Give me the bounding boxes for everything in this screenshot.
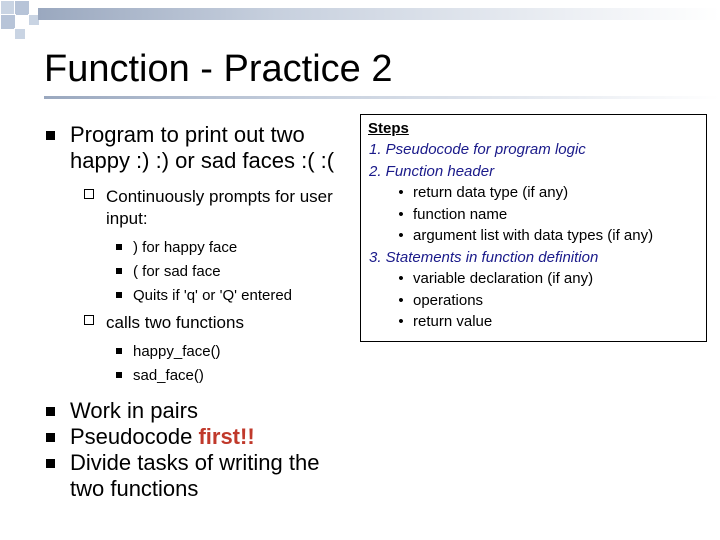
step3-item bbox=[395, 311, 492, 333]
list-item bbox=[46, 236, 356, 260]
left-bullet-list bbox=[46, 122, 356, 502]
step-3: 3. Statements in function definition bbox=[369, 249, 599, 266]
step-item-text: operations bbox=[413, 292, 484, 309]
bullet-dot-icon: • bbox=[398, 206, 404, 223]
bullet-dot-icon: • bbox=[398, 184, 404, 201]
bullet-dot-icon: • bbox=[398, 270, 404, 287]
step-item-text: variable declaration (if any) bbox=[413, 270, 594, 287]
square-bullet-icon bbox=[116, 244, 122, 250]
bullet-text: Divide tasks of writing the two functions bbox=[70, 450, 320, 501]
step3-item bbox=[395, 268, 593, 290]
square-bullet-icon bbox=[116, 372, 122, 378]
step2-item bbox=[395, 225, 653, 247]
title-underline bbox=[44, 96, 720, 99]
bullet-text: Program to print out two happy :) :) or sad faces :( :( bbox=[70, 122, 335, 173]
bullet-text: Work in pairs bbox=[70, 398, 198, 423]
corner-decoration bbox=[0, 0, 60, 40]
subbullet-calls bbox=[46, 312, 356, 334]
step-1: 1. Pseudocode for program logic bbox=[369, 141, 586, 158]
subbullet-prompts bbox=[46, 186, 356, 230]
square-bullet-icon bbox=[46, 433, 55, 442]
step-item-text: argument list with data types (if any) bbox=[413, 227, 654, 244]
list-item-text: Quits if 'q' or 'Q' entered bbox=[133, 287, 293, 304]
slide-title: Function - Practice 2 bbox=[44, 48, 393, 90]
step-item-text: function name bbox=[413, 206, 508, 223]
step-2: 2. Function header bbox=[369, 163, 495, 180]
square-bullet-icon bbox=[116, 292, 122, 298]
bullet-divide-tasks bbox=[46, 450, 356, 502]
list-item-text: ) for happy face bbox=[133, 239, 238, 256]
list-item bbox=[46, 260, 356, 284]
hollow-square-bullet-icon bbox=[84, 189, 94, 199]
bullet-dot-icon: • bbox=[398, 292, 404, 309]
bullet-dot-icon: • bbox=[398, 227, 404, 244]
bullet-work-in-pairs bbox=[46, 398, 356, 424]
subbullet-text: calls two functions bbox=[106, 313, 244, 332]
steps-header: Steps bbox=[368, 120, 409, 137]
list-item-text: happy_face() bbox=[133, 343, 221, 360]
hollow-square-bullet-icon bbox=[84, 315, 94, 325]
bullet-dot-icon: • bbox=[398, 313, 404, 330]
square-bullet-icon bbox=[116, 348, 122, 354]
list-item bbox=[46, 364, 356, 388]
step3-item bbox=[395, 290, 483, 312]
square-bullet-icon bbox=[46, 459, 55, 468]
square-bullet-icon bbox=[116, 268, 122, 274]
step2-item bbox=[395, 204, 507, 226]
list-item-text: sad_face() bbox=[133, 367, 204, 384]
bullet-text: Pseudocode bbox=[70, 424, 199, 449]
list-item bbox=[46, 340, 356, 364]
list-item bbox=[46, 284, 356, 308]
step2-item bbox=[395, 182, 568, 204]
square-bullet-icon bbox=[46, 131, 55, 140]
subbullet-text: Continuously prompts for user input: bbox=[106, 187, 333, 228]
bullet-pseudocode bbox=[46, 424, 356, 450]
emphasis-text: first!! bbox=[198, 424, 255, 449]
top-accent-bar bbox=[38, 8, 720, 20]
square-bullet-icon bbox=[46, 407, 55, 416]
list-item-text: ( for sad face bbox=[133, 263, 221, 280]
steps-box bbox=[360, 114, 707, 342]
step-item-text: return value bbox=[413, 313, 493, 330]
step-item-text: return data type (if any) bbox=[413, 184, 569, 201]
bullet-program bbox=[46, 122, 356, 174]
